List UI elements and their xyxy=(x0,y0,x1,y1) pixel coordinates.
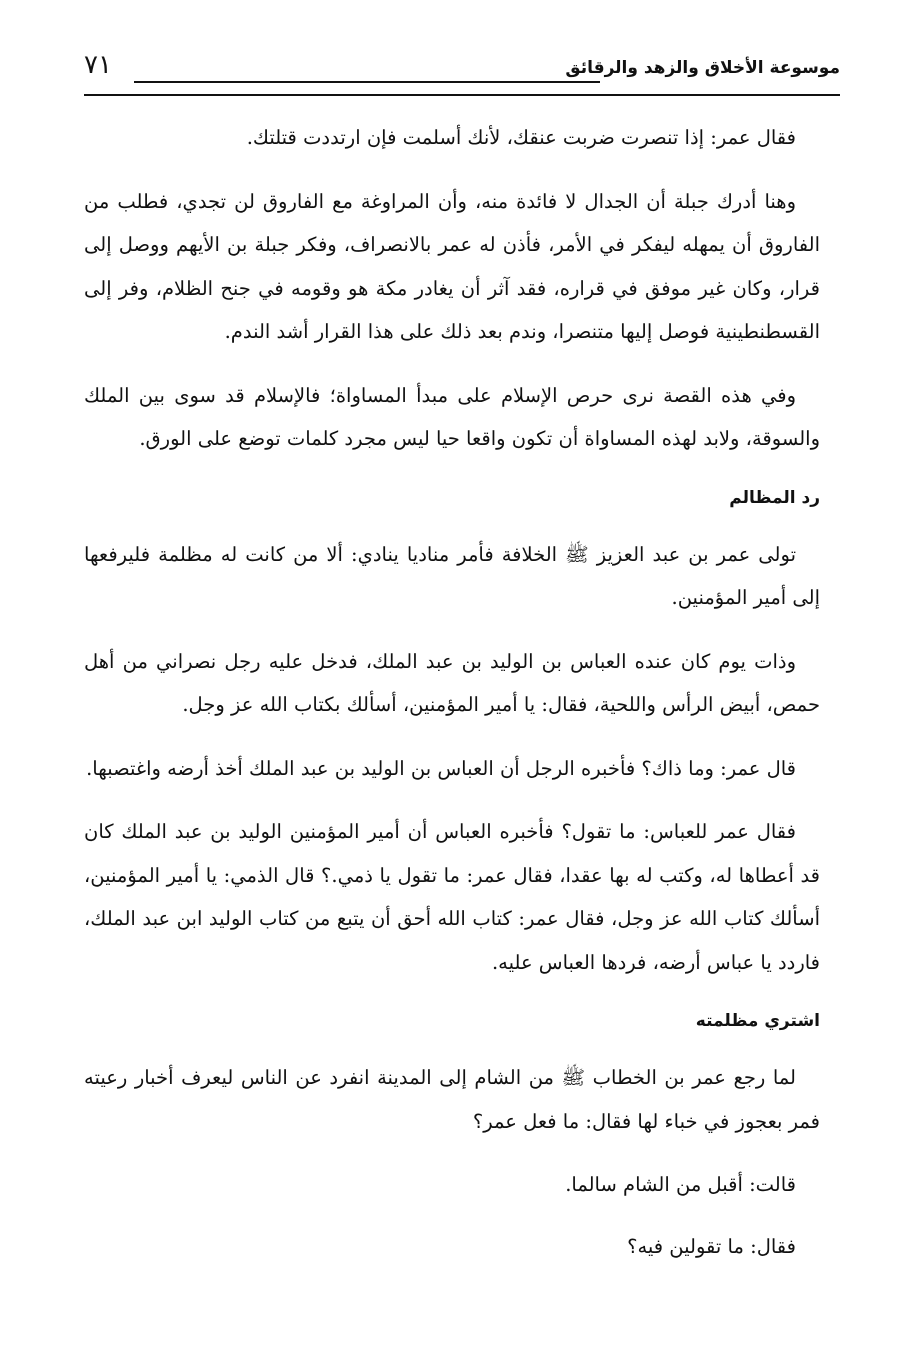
paragraph: وفي هذه القصة نرى حرص الإسلام على مبدأ المساواة؛ فالإسلام قد سوى بين الملك والسوقة، ولابد لهذه المساواة أن تكون واقعا حيا ليس مجرد كلمات توضع على الورق. xyxy=(84,383,820,450)
dialog-line: فقال: ما تقولين فيه؟ xyxy=(627,1234,796,1258)
paragraph: فقال عمر للعباس: ما تقول؟ فأخبره العباس أن أمير المؤمنين الوليد بن عبد الملك كان قد أعطاها له، وكتب له بها عقدا، فقال عمر: ما تقول يا ذمي.؟ قال الذمي: يا أمير المؤمنين، أسألك كتاب الله عز وجل، فقال عمر: كتاب الله أحق أن يتبع من كتاب الوليد ابن عبد الملك، فاردد يا عباس أرضه، فردها العباس عليه. xyxy=(84,820,820,974)
page-body xyxy=(84,116,820,1286)
section-heading: رد المظالم xyxy=(729,487,820,508)
page-number: ٧١ xyxy=(84,50,112,80)
dialog-line: قالت: أقبل من الشام سالما. xyxy=(565,1173,796,1196)
paragraph: فقال عمر: إذا تنصرت ضربت عنقك، لأنك أسلمت فإن ارتددت قتلتك. xyxy=(246,126,796,149)
paragraph: تولى عمر بن عبد العزيز ﷺ الخلافة فأمر مناديا ينادي: ألا من كانت له مظلمة فليرفعها إلى أمير المؤمنين. xyxy=(84,542,820,609)
paragraph: وذات يوم كان عنده العباس بن الوليد بن عبد الملك، فدخل عليه رجل نصراني من أهل حمص، أبيض الرأس واللحية، فقال: يا أمير المؤمنين، أسألك بكتاب الله عز وجل. xyxy=(84,649,820,716)
paragraph: قال عمر: وما ذاك؟ فأخبره الرجل أن العباس بن الوليد بن عبد الملك أخذ أرضه واغتصبها. xyxy=(86,756,796,780)
paragraph: وهنا أدرك جبلة أن الجدال لا فائدة منه، وأن المراوغة مع الفاروق لن تجدي، فطلب من الفاروق أن يمهله ليفكر في الأمر، فأذن له عمر بالانصراف، وفكر جبلة بن الأيهم ووصل إلى قرار، وكان غير موفق في قراره، فقد آثر أن يغادر مكة هو وقومه في جنح الظلام، وفر إلى القسطنطينية فوصل إليها متنصرا، وندم بعد ذلك على هذا القرار أشد الندم. xyxy=(84,189,820,343)
header-rule xyxy=(84,94,840,96)
page-header xyxy=(84,50,840,96)
running-title: موسوعة الأخلاق والزهد والرقائق xyxy=(565,58,840,78)
section-heading: اشتري مظلمته xyxy=(695,1011,820,1031)
title-underline xyxy=(134,81,600,83)
paragraph: لما رجع عمر بن الخطاب ﷺ من الشام إلى المدينة انفرد عن الناس ليعرف أخبار رعيته فمر بعجوز في خباء لها فقال: ما فعل عمر؟ xyxy=(84,1066,820,1133)
